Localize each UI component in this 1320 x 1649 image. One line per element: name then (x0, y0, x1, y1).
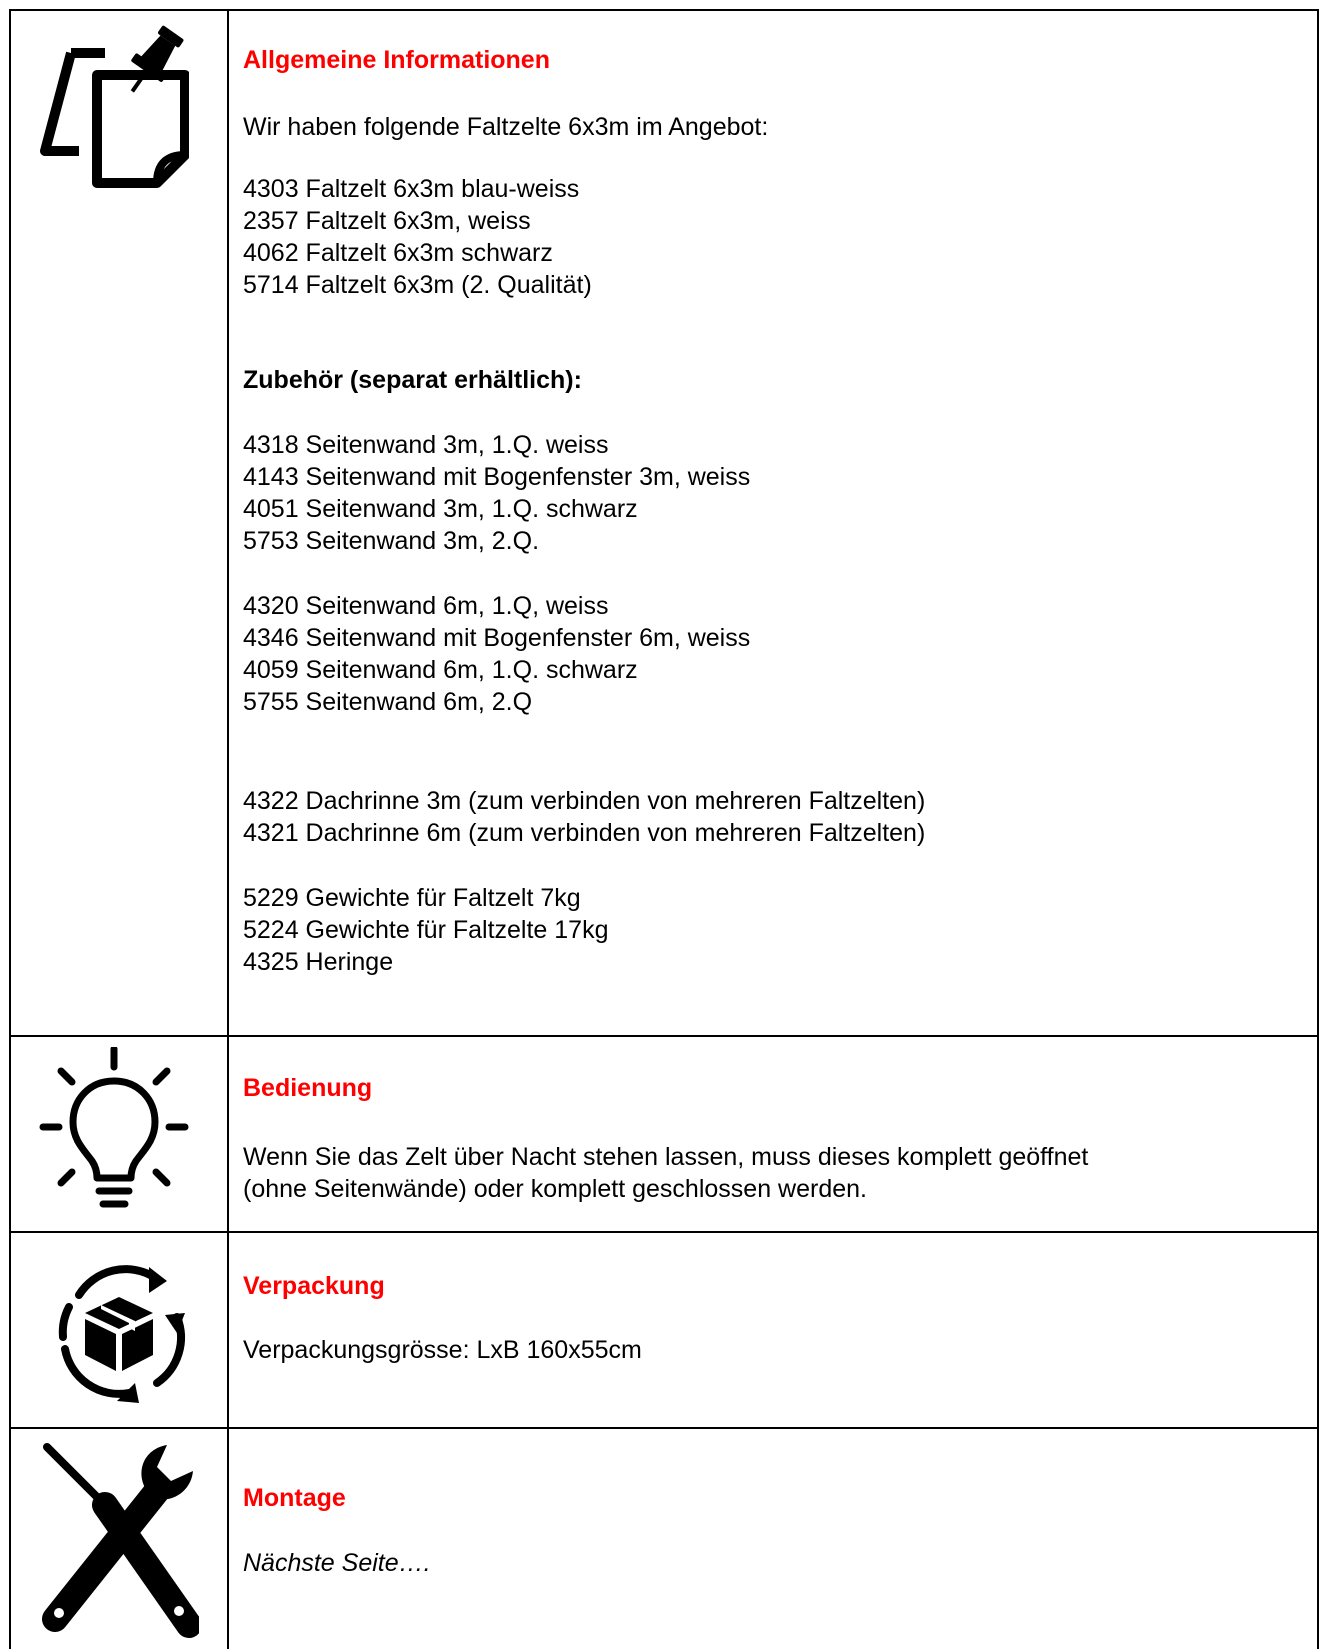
info-table (9, 9, 1319, 1649)
list-item: 4051 Seitenwand 3m, 1.Q. schwarz (243, 495, 638, 523)
packaging-icon-cell (11, 1233, 229, 1427)
list-item: 5224 Gewichte für Faltzelte 17kg (243, 916, 609, 944)
list-item: 4346 Seitenwand mit Bogenfenster 6m, weiss (243, 624, 751, 652)
walls-6m-list (243, 590, 750, 718)
accessories-heading: Zubehör (separat erhältlich): (243, 366, 582, 394)
list-item: 5755 Seitenwand 6m, 2.Q (243, 688, 533, 716)
package-cycle-icon (49, 1255, 189, 1405)
general-info-intro: Wir haben folgende Faltzelte 6x3m im Angebot: (243, 113, 769, 141)
assembly-text: Nächste Seite…. (243, 1549, 431, 1577)
operation-content (243, 1037, 1303, 1231)
list-item: 2357 Faltzelt 6x3m, weiss (243, 207, 531, 235)
walls-3m-list (243, 429, 750, 557)
packaging-text: Verpackungsgrösse: LxB 160x55cm (243, 1336, 642, 1364)
notes-pin-icon (39, 23, 189, 188)
list-item: 5753 Seitenwand 3m, 2.Q. (243, 527, 540, 555)
weights-list (243, 882, 608, 978)
operation-text-line-1: Wenn Sie das Zelt über Nacht stehen lassen, muss dieses komplett geöffnet (243, 1143, 1089, 1171)
gutter-list (243, 785, 925, 849)
list-item: 4318 Seitenwand 3m, 1.Q. weiss (243, 431, 609, 459)
assembly-icon-cell (11, 1429, 229, 1649)
list-item: 4321 Dachrinne 6m (zum verbinden von mehreren Faltzelten) (243, 819, 926, 847)
assembly-row (11, 1429, 1317, 1649)
list-item: 4303 Faltzelt 6x3m blau-weiss (243, 175, 580, 203)
list-item: 4062 Faltzelt 6x3m schwarz (243, 239, 553, 267)
list-item: 4325 Heringe (243, 948, 394, 976)
assembly-content (243, 1429, 1303, 1649)
list-item: 5229 Gewichte für Faltzelt 7kg (243, 884, 581, 912)
assembly-heading: Montage (243, 1484, 346, 1512)
operation-heading: Bedienung (243, 1074, 373, 1102)
general-info-content (243, 11, 1303, 1035)
general-info-icon-cell (11, 11, 229, 1035)
list-item: 5714 Faltzelt 6x3m (2. Qualität) (243, 271, 592, 299)
list-item: 4320 Seitenwand 6m, 1.Q, weiss (243, 592, 609, 620)
general-info-heading: Allgemeine Informationen (243, 46, 550, 74)
lightbulb-icon (39, 1047, 189, 1222)
operation-icon-cell (11, 1037, 229, 1231)
packaging-row (11, 1233, 1317, 1429)
list-item: 4059 Seitenwand 6m, 1.Q. schwarz (243, 656, 638, 684)
operation-text-line-2: (ohne Seitenwände) oder komplett geschlossen werden. (243, 1175, 867, 1203)
general-info-row (11, 11, 1317, 1037)
tent-list (243, 173, 592, 301)
list-item: 4143 Seitenwand mit Bogenfenster 3m, weiss (243, 463, 751, 491)
list-item: 4322 Dachrinne 3m (zum verbinden von mehreren Faltzelten) (243, 787, 926, 815)
operation-row (11, 1037, 1317, 1233)
tools-icon (39, 1439, 199, 1639)
packaging-content (243, 1233, 1303, 1427)
packaging-heading: Verpackung (243, 1272, 385, 1300)
